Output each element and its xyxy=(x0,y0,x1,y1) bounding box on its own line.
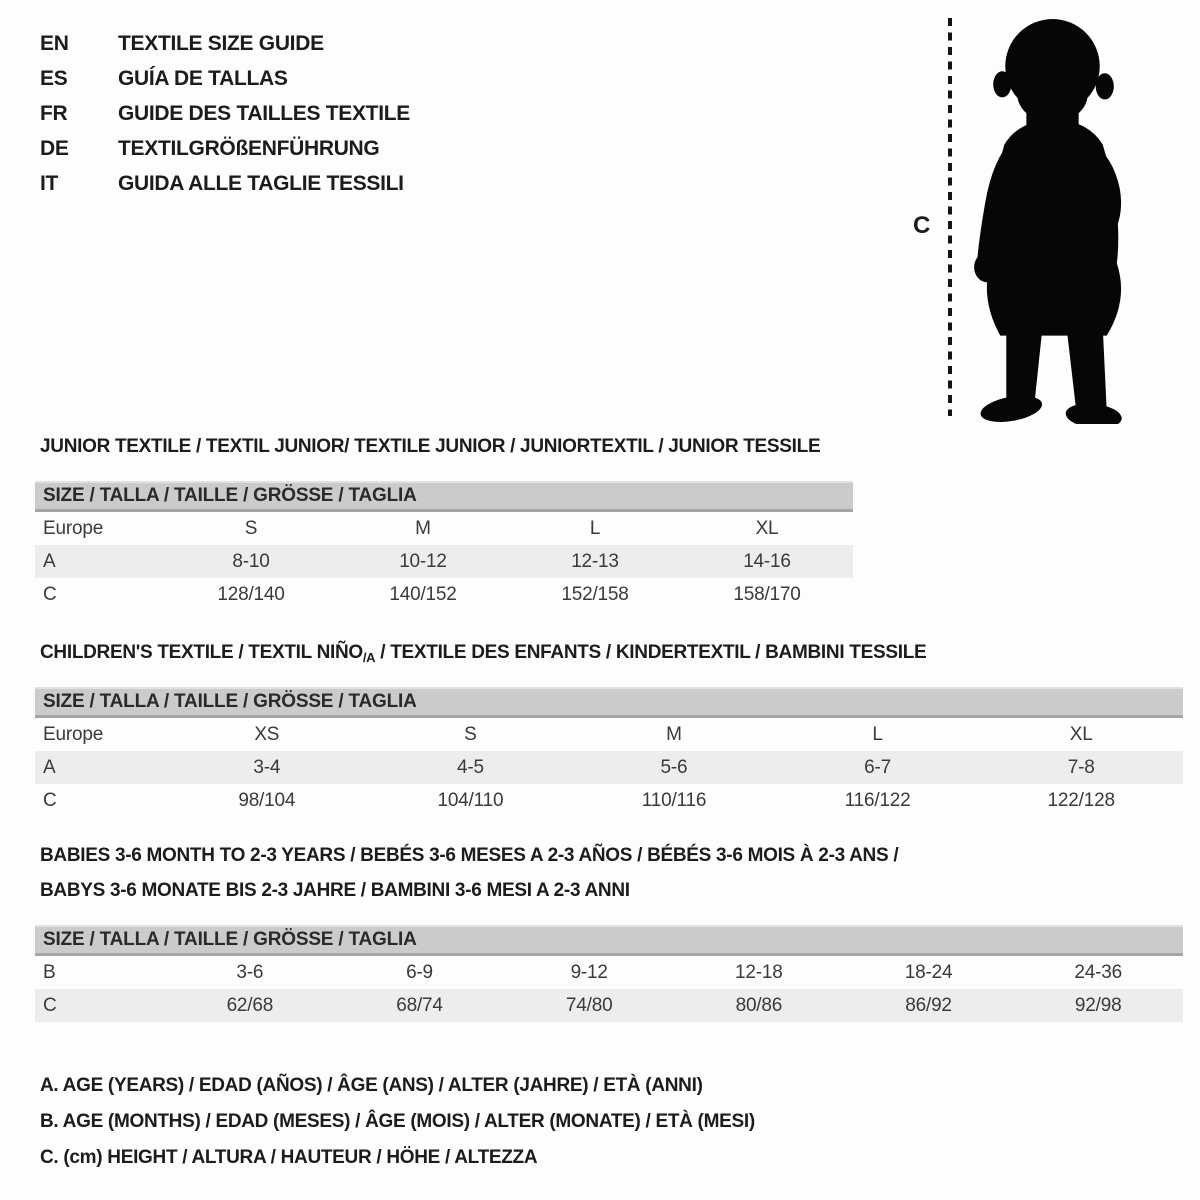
row-label: B xyxy=(43,961,56,983)
table-cell: 12-18 xyxy=(735,961,783,983)
language-row xyxy=(40,61,410,96)
table-cell: S xyxy=(244,517,258,539)
table-cell: 18-24 xyxy=(904,961,953,983)
children-section-title xyxy=(40,642,926,665)
table-cell: 116/122 xyxy=(844,789,911,811)
children-title-pre: CHILDREN'S TEXTILE / TEXTIL NIÑO xyxy=(40,642,363,663)
language-code: EN xyxy=(40,31,69,55)
junior-table-rows xyxy=(35,512,853,611)
table-row xyxy=(35,784,1183,817)
table-cell: M xyxy=(666,723,682,745)
table-row xyxy=(35,989,1183,1022)
table-cell: 4-5 xyxy=(456,756,484,778)
table-cell: 128/140 xyxy=(217,583,285,605)
table-cell: 6-7 xyxy=(864,756,892,778)
row-label: A xyxy=(43,756,56,778)
row-label: A xyxy=(43,550,56,572)
table-cell: 7-8 xyxy=(1067,756,1095,778)
table-cell: 86/92 xyxy=(905,994,952,1016)
table-row xyxy=(35,545,853,578)
table-cell: 152/158 xyxy=(561,583,629,605)
table-cell: 5-6 xyxy=(660,756,688,778)
legend-line-a: A. AGE (YEARS) / EDAD (AÑOS) / ÂGE (ANS) / ALTER (JAHRE) / ETÀ (ANNI) xyxy=(40,1075,703,1096)
junior-section-title-text: JUNIOR TEXTILE / TEXTIL JUNIOR/ TEXTILE JUNIOR / JUNIORTEXTIL / JUNIOR TESSILE xyxy=(40,436,821,457)
table-cell: L xyxy=(872,723,883,745)
table-cell: 74/80 xyxy=(565,994,613,1016)
size-table-header: SIZE / TALLA / TAILLE / GRÖSSE / TAGLIA xyxy=(35,925,1183,956)
language-row xyxy=(40,166,410,201)
table-cell: 62/68 xyxy=(226,994,274,1016)
table-cell: 80/86 xyxy=(735,994,783,1016)
table-cell: 140/152 xyxy=(389,583,457,605)
dashed-measure-line-icon xyxy=(948,18,952,416)
size-table-header: SIZE / TALLA / TAILLE / GRÖSSE / TAGLIA xyxy=(35,687,1183,718)
language-header xyxy=(40,26,410,201)
table-cell: M xyxy=(415,517,431,539)
table-cell: 110/116 xyxy=(641,789,707,811)
table-cell: XL xyxy=(755,517,779,539)
language-code: ES xyxy=(40,66,68,90)
babies-title-line2-text: BABYS 3-6 MONATE BIS 2-3 JAHRE / BAMBINI 3-6 MESI A 2-3 ANNI xyxy=(40,880,630,901)
table-cell: 14-16 xyxy=(743,550,791,572)
table-cell: 6-9 xyxy=(406,961,433,983)
babies-title-line1-text: BABIES 3-6 MONTH TO 2-3 YEARS / BEBÉS 3-6 MESES A 2-3 AÑOS / BÉBÉS 3-6 MOIS À 2-3 ANS / xyxy=(40,845,899,866)
table-row xyxy=(35,578,853,611)
row-label: Europe xyxy=(43,517,104,539)
row-label: Europe xyxy=(43,723,104,745)
babies-section-title-line1 xyxy=(40,845,898,867)
table-row xyxy=(35,718,1183,751)
table-cell: 122/128 xyxy=(1047,789,1115,811)
table-cell: XL xyxy=(1069,723,1093,745)
table-row xyxy=(35,956,1183,989)
table-row xyxy=(35,512,853,545)
table-cell: S xyxy=(464,723,477,745)
row-label: C xyxy=(43,994,57,1016)
measure-c-label: C xyxy=(913,212,931,239)
height-measure-figure xyxy=(895,0,1155,440)
guide-title: GUÍA DE TALLAS xyxy=(118,66,288,90)
children-title-post: / TEXTILE DES ENFANTS / KINDERTEXTIL / BAMBINI TESSILE xyxy=(375,642,927,663)
legend-line-c: C. (cm) HEIGHT / ALTURA / HAUTEUR / HÖHE / ALTEZZA xyxy=(40,1147,538,1168)
table-cell: 68/74 xyxy=(396,994,443,1016)
children-table-rows xyxy=(35,718,1183,817)
size-table-header: SIZE / TALLA / TAILLE / GRÖSSE / TAGLIA xyxy=(35,481,853,512)
table-cell: 8-10 xyxy=(232,550,270,572)
row-label: C xyxy=(43,789,57,811)
guide-title: GUIDE DES TAILLES TEXTILE xyxy=(118,101,410,125)
table-cell: 92/98 xyxy=(1074,994,1122,1016)
language-row xyxy=(40,26,410,61)
babies-size-table xyxy=(35,925,1183,1022)
table-cell: 24-36 xyxy=(1074,961,1122,983)
children-size-table xyxy=(35,687,1183,817)
table-cell: 158/170 xyxy=(733,583,801,605)
language-code: DE xyxy=(40,136,69,160)
table-cell: 3-6 xyxy=(236,961,264,983)
table-cell: XS xyxy=(254,723,280,745)
toddler-silhouette-icon xyxy=(963,10,1141,424)
junior-section-title xyxy=(40,436,820,458)
babies-section-title-line2 xyxy=(40,880,630,902)
table-row xyxy=(35,751,1183,784)
table-cell: 10-12 xyxy=(399,550,447,572)
language-row xyxy=(40,96,410,131)
table-cell: 98/104 xyxy=(238,789,296,811)
row-label: C xyxy=(43,583,57,605)
legend xyxy=(40,1068,755,1176)
junior-size-table xyxy=(35,481,853,611)
guide-title: TEXTILGRÖßENFÜHRUNG xyxy=(118,136,380,160)
table-cell: 104/110 xyxy=(437,789,504,811)
guide-title: GUIDA ALLE TAGLIE TESSILI xyxy=(118,171,404,195)
guide-title: TEXTILE SIZE GUIDE xyxy=(118,31,324,55)
table-cell: 9-12 xyxy=(570,961,608,983)
table-cell: 12-13 xyxy=(571,550,619,572)
language-row xyxy=(40,131,410,166)
children-title-subscript: /A xyxy=(362,650,376,665)
table-cell: 3-4 xyxy=(253,756,281,778)
babies-table-rows xyxy=(35,956,1183,1022)
legend-line-b: B. AGE (MONTHS) / EDAD (MESES) / ÂGE (MOIS) / ALTER (MONATE) / ETÀ (MESI) xyxy=(40,1111,755,1132)
language-code: FR xyxy=(40,101,68,125)
language-code: IT xyxy=(40,171,59,195)
table-cell: L xyxy=(589,517,601,539)
